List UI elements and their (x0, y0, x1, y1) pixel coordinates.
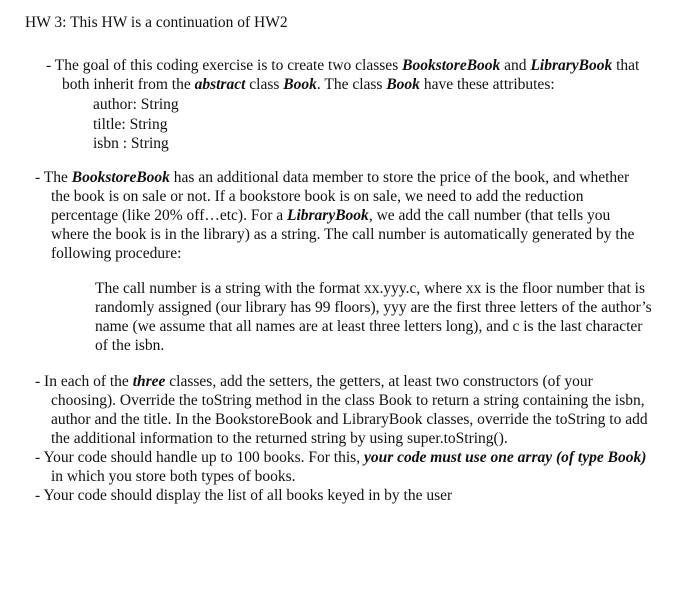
attribute-author: author: String (93, 96, 179, 113)
procedure-line-2: randomly assigned (our library has 99 floors), yyy are the first three letters of the author’s (95, 299, 652, 316)
bookstore-line-3 (35, 206, 634, 225)
requirements-line-1 (35, 372, 648, 391)
keyword-three: three (132, 373, 166, 390)
text-run: classes, add the setters, the getters, at least two constructors (of your (165, 373, 593, 390)
procedure-line-1: The call number is a string with the format xx.yyy.c, where xx is the floor number that is (95, 280, 645, 297)
text-run: - The (35, 169, 72, 186)
text-run: have these attributes: (419, 76, 555, 93)
class-name-book: Book (386, 76, 420, 93)
text-run: and (500, 57, 531, 74)
text-run: - The goal of this coding exercise is to create two classes (46, 57, 403, 74)
document-title: HW 3: This HW is a continuation of HW2 (25, 14, 288, 31)
text-run: percentage (like 20% off…etc). For a (51, 207, 287, 224)
text-run: both inherit from the (62, 76, 195, 93)
procedure-line-4: of the isbn. (95, 337, 165, 354)
requirements-line-7: - Your code should display the list of all books keyed in by the user (35, 487, 453, 504)
goal-line-1 (46, 56, 639, 75)
attribute-list (46, 95, 639, 154)
requirements-line-5 (35, 448, 648, 467)
requirements-line-3: author and the title. In the BookstoreBook and LibraryBook classes, override the toString to add (51, 411, 648, 428)
requirements-line-4: the additional information to the returned string by using super.toString(). (51, 430, 508, 447)
class-name-bookstorebook: BookstoreBook (71, 169, 170, 186)
requirements-line-2: choosing). Override the toString method in the class Book to return a string containing the isbn, (51, 392, 645, 409)
bookstore-line-5: following procedure: (51, 245, 182, 262)
class-name-book: Book (283, 76, 317, 93)
text-run: - In each of the (35, 373, 133, 390)
procedure-line-3: name (we assume that all names are at least three letters long), and c is the last character (95, 318, 643, 335)
requirements-line-6: in which you store both types of books. (51, 468, 296, 485)
text-run: . The class (316, 76, 387, 93)
attribute-isbn: isbn : String (93, 135, 169, 152)
text-run: - Your code should handle up to 100 books. For this, (35, 449, 364, 466)
text-run: , we add the call number (that tells you (368, 207, 611, 224)
attribute-title: tiltle: String (93, 115, 168, 133)
bookstore-line-2: the book is on sale or not. If a bookstore book is on sale, we need to add the reduction (51, 188, 584, 205)
text-run: has an additional data member to store the price of the book, and whether (169, 169, 630, 186)
class-name-bookstorebook: BookstoreBook (402, 57, 501, 74)
section-bookstorebook (35, 168, 634, 263)
class-name-librarybook: LibraryBook (287, 207, 369, 224)
bookstore-line-1 (35, 168, 634, 187)
emphasis-array-requirement: your code must use one array (of type Book) (363, 449, 647, 466)
keyword-abstract: abstract (194, 76, 246, 93)
text-run: class (245, 76, 284, 93)
section-goal (46, 56, 639, 154)
section-call-number-procedure (95, 279, 652, 355)
section-requirements (35, 372, 648, 505)
goal-line-2 (46, 75, 639, 94)
text-run: that (612, 57, 640, 74)
bookstore-line-4: where the book is in the library) as a string. The call number is automatically generated by the (51, 226, 635, 243)
class-name-librarybook: LibraryBook (530, 57, 613, 74)
